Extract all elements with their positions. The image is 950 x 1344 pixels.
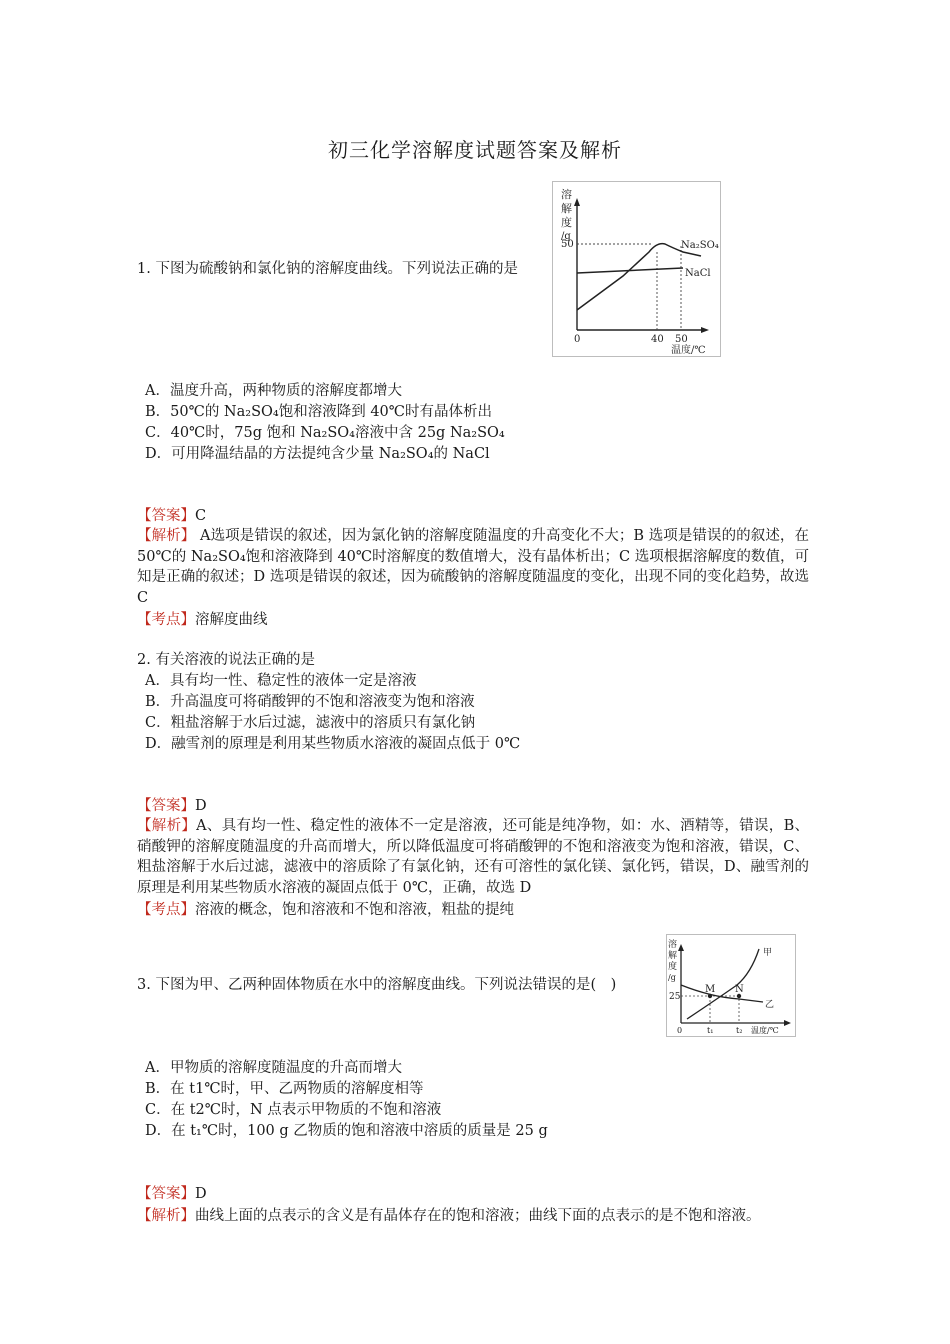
q1-option-c: C．40℃时，75g 饱和 Na₂SO₄溶液中含 25g Na₂SO₄ <box>145 425 505 441</box>
q3-solubility-chart <box>667 935 795 1036</box>
q3-origin: 0 <box>677 1026 683 1035</box>
q1-origin: 0 <box>574 334 581 345</box>
q1-y-tick: 50 <box>561 239 574 250</box>
q1-y-label-4: /g <box>561 231 571 242</box>
q1-x-tick-40: 40 <box>651 334 664 345</box>
q3-option-d: D．在 t₁℃时，100 g 乙物质的饱和溶液中溶质的质量是 25 g <box>145 1123 548 1139</box>
q1-x-tick-50: 50 <box>675 334 688 345</box>
q3-label-jia: 甲 <box>763 948 773 958</box>
q3-option-a: A．甲物质的溶解度随温度的升高而增大 <box>145 1060 402 1076</box>
q3-point-n-label: N <box>735 984 744 995</box>
point-tag: 【考点】 <box>137 612 195 628</box>
answer-tag: 【答案】 <box>137 1186 195 1202</box>
q3-x-axis-arrow <box>784 1020 791 1026</box>
answer-tag: 【答案】 <box>137 508 195 524</box>
q1-analysis: A选项是错误的叙述，因为氯化钠的溶解度随温度的升高变化不大；B 选项是错误的的叙述，在 50℃的 Na₂SO₄饱和溶液降到 40℃时溶解度的数值增大，没有晶体析出；C 选项根据溶解度的数值，可知是正确的叙述；D 选项是错误的叙述，因为硫酸钠的溶解度随温度的变化，出现不同的变化趋势，故选 C <box>137 528 810 606</box>
analysis-tag: 【解析】 <box>137 818 197 834</box>
q1-option-b: B．50℃的 Na₂SO₄饱和溶液降到 40℃时有晶体析出 <box>145 404 492 420</box>
q2-analysis-block <box>137 816 809 898</box>
q2-answer: D <box>195 798 207 814</box>
q2-point-line <box>137 900 514 920</box>
q3-y-label-4: /g <box>668 973 676 982</box>
q1-y-label-1: 溶 <box>561 188 572 201</box>
q3-y-tick: 25 <box>669 992 681 1002</box>
q3-curve-yi <box>681 985 763 1002</box>
q3-analysis-line <box>137 1206 761 1226</box>
q1-y-label-2: 解 <box>561 202 572 215</box>
q1-x-axis-arrow <box>701 327 709 333</box>
q1-curve-na2so4 <box>577 244 701 310</box>
q1-answer-line <box>137 506 206 526</box>
q1-label-na2so4: Na₂SO₄ <box>681 240 719 251</box>
q3-solubility-figure <box>666 934 796 1037</box>
q1-option-d: D．可用降温结晶的方法提纯含少量 Na₂SO₄的 NaCl <box>145 446 490 462</box>
q1-point-line <box>137 610 268 630</box>
q2-answer-line <box>137 796 207 816</box>
q1-y-axis-arrow <box>574 198 580 206</box>
q1-label-nacl: NaCl <box>685 268 711 279</box>
page-title: 初三化学溶解度试题答案及解析 <box>328 138 622 162</box>
q2-option-d: D．融雪剂的原理是利用某些物质水溶液的凝固点低于 0℃ <box>145 736 521 752</box>
q3-option-c: C．在 t2℃时，N 点表示甲物质的不饱和溶液 <box>145 1102 442 1118</box>
q3-y-label-2: 解 <box>668 951 678 961</box>
q1-solubility-figure <box>552 181 721 357</box>
q1-solubility-chart <box>553 182 720 356</box>
q2-option-b: B．升高温度可将硝酸钾的不饱和溶液变为饱和溶液 <box>145 694 475 710</box>
q1-analysis-block <box>137 526 809 608</box>
answer-tag: 【答案】 <box>137 798 195 814</box>
q3-stem: 3. 下图为甲、乙两种固体物质在水中的溶解度曲线。下列说法错误的是( ) <box>137 977 617 993</box>
q3-x-tick-t2: t₂ <box>736 1026 743 1035</box>
q2-stem: 2. 有关溶液的说法正确的是 <box>137 652 315 668</box>
q1-x-label: 温度/℃ <box>671 345 706 356</box>
q3-curve-jia <box>687 949 759 1019</box>
q3-point-m-label: M <box>705 984 716 995</box>
q3-option-b: B．在 t1℃时，甲、乙两物质的溶解度相等 <box>145 1081 424 1097</box>
q3-y-label-1: 溶 <box>668 940 678 950</box>
analysis-tag: 【解析】 <box>137 1208 195 1224</box>
q3-x-tick-t1: t₁ <box>707 1026 714 1035</box>
q3-answer-line <box>137 1184 207 1204</box>
q1-point: 溶解度曲线 <box>195 612 268 628</box>
point-tag: 【考点】 <box>137 902 195 918</box>
q1-stem: 1. 下图为硫酸钠和氯化钠的溶解度曲线。下列说法正确的是 <box>137 261 518 277</box>
q3-y-label-3: 度 <box>668 962 678 972</box>
q2-option-a: A．具有均一性、稳定性的液体一定是溶液 <box>145 673 417 689</box>
q3-y-axis-arrow <box>678 944 684 951</box>
q3-label-yi: 乙 <box>765 1000 775 1010</box>
q2-analysis: A、具有均一性、稳定性的液体不一定是溶液，还可能是纯净物，如：水、酒精等，错误，B、硝酸钾的溶解度随温度的升高而增大，所以降低温度可将硝酸钾的不饱和溶液变为饱和溶液，错误，C、粗盐溶解于水后过滤，滤液中的溶质除了有氯化钠，还有可溶性的氯化镁、氯化钙，错误，D、融雪剂的原理是利用某些物质水溶液的凝固点低于 0℃，正确，故选 D <box>137 818 810 896</box>
q3-answer: D <box>195 1186 207 1202</box>
q3-x-label: 温度/℃ <box>751 1026 779 1035</box>
q1-y-label-3: 度 <box>561 216 572 229</box>
q1-option-a: A．温度升高，两种物质的溶解度都增大 <box>145 383 402 399</box>
q2-option-c: C．粗盐溶解于水后过滤，滤液中的溶质只有氯化钠 <box>145 715 476 731</box>
q3-analysis: 曲线上面的点表示的含义是有晶体存在的饱和溶液；曲线下面的点表示的是不饱和溶液。 <box>195 1208 761 1224</box>
analysis-tag: 【解析】 <box>137 528 196 544</box>
q1-answer: C <box>195 508 207 524</box>
q2-point: 溶液的概念，饱和溶液和不饱和溶液，粗盐的提纯 <box>195 902 514 918</box>
